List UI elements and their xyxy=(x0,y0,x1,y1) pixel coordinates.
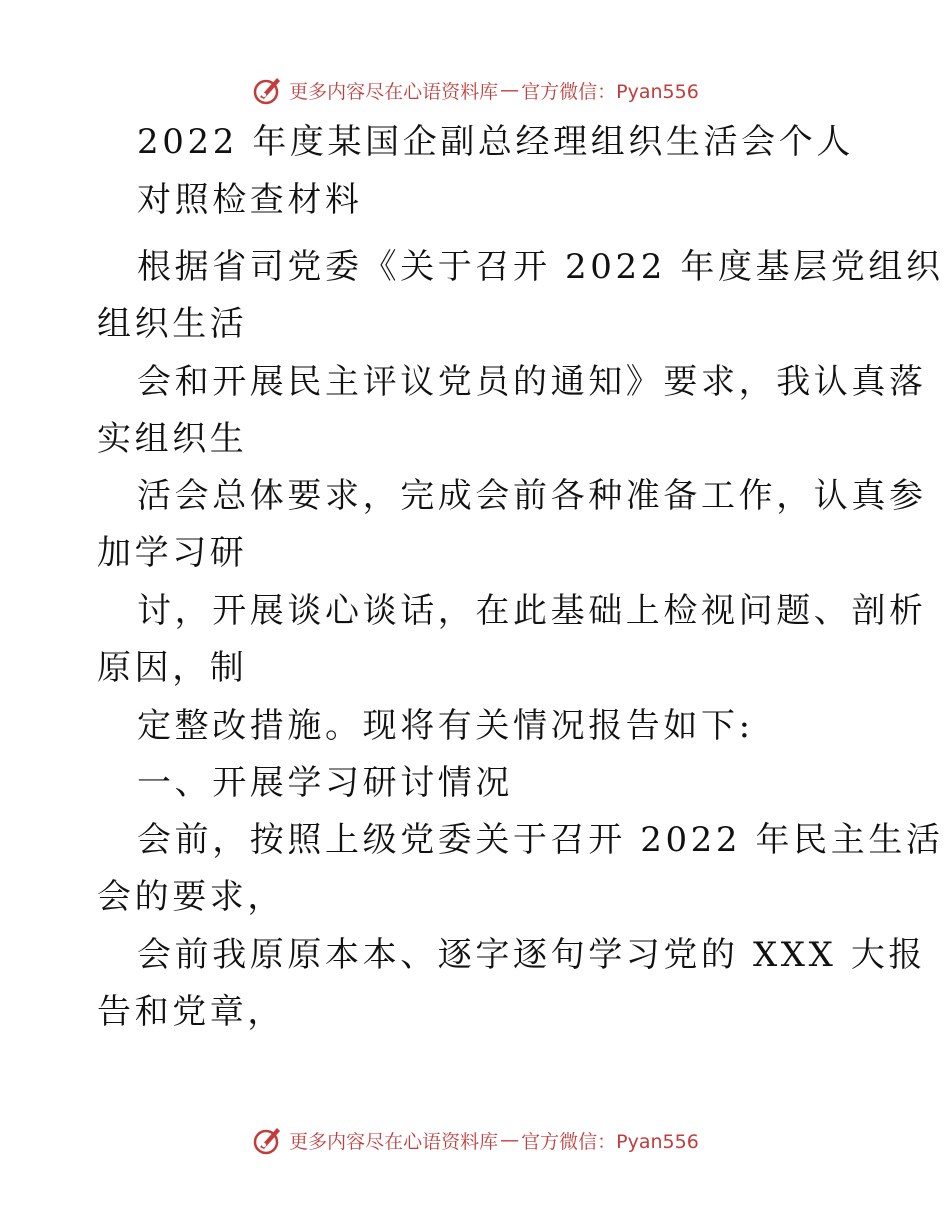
quill-logo-icon xyxy=(251,73,285,107)
paragraph-line: 加学习研 xyxy=(97,533,248,573)
header-watermark xyxy=(0,73,950,107)
watermark-contact: 官方微信：Pyan556 xyxy=(521,1130,699,1153)
watermark-text: 更多内容尽在心语资料库 xyxy=(289,1130,499,1153)
footer-watermark xyxy=(0,1123,950,1157)
section-heading: 一、开展学习研讨情况 xyxy=(137,763,513,803)
watermark-separator: — xyxy=(500,79,520,101)
paragraph-line: 活会总体要求，完成会前各种准备工作，认真参 xyxy=(137,476,927,516)
paragraph-line: 会前，按照上级党委关于召开 2022 年民主生活 xyxy=(137,820,944,860)
paragraph-line: 会前我原原本本、逐字逐句学习党的 XXX 大报 xyxy=(137,935,927,975)
paragraph-line: 定整改措施。现将有关情况报告如下: xyxy=(137,706,754,746)
watermark-separator: — xyxy=(500,1129,520,1151)
paragraph-line: 会的要求， xyxy=(97,877,285,917)
paragraph-line: 会和开展民主评议党员的通知》要求，我认真落 xyxy=(137,362,927,402)
watermark-text: 更多内容尽在心语资料库 xyxy=(289,80,499,103)
paragraph-line: 组织生活 xyxy=(97,304,248,344)
quill-logo-icon xyxy=(251,1123,285,1157)
title-line-2: 对照检查材料 xyxy=(137,180,363,220)
paragraph-line: 告和党章， xyxy=(97,992,285,1032)
watermark-contact: 官方微信：Pyan556 xyxy=(521,80,699,103)
title-line-1: 2022 年度某国企副总经理组织生活会个人 xyxy=(137,122,854,162)
paragraph-line: 原因，制 xyxy=(97,648,248,688)
paragraph-line: 根据省司党委《关于召开 2022 年度基层党组织 xyxy=(137,247,944,287)
paragraph-line: 讨，开展谈心谈话，在此基础上检视问题、剖析 xyxy=(137,591,927,631)
paragraph-line: 实组织生 xyxy=(97,419,248,459)
